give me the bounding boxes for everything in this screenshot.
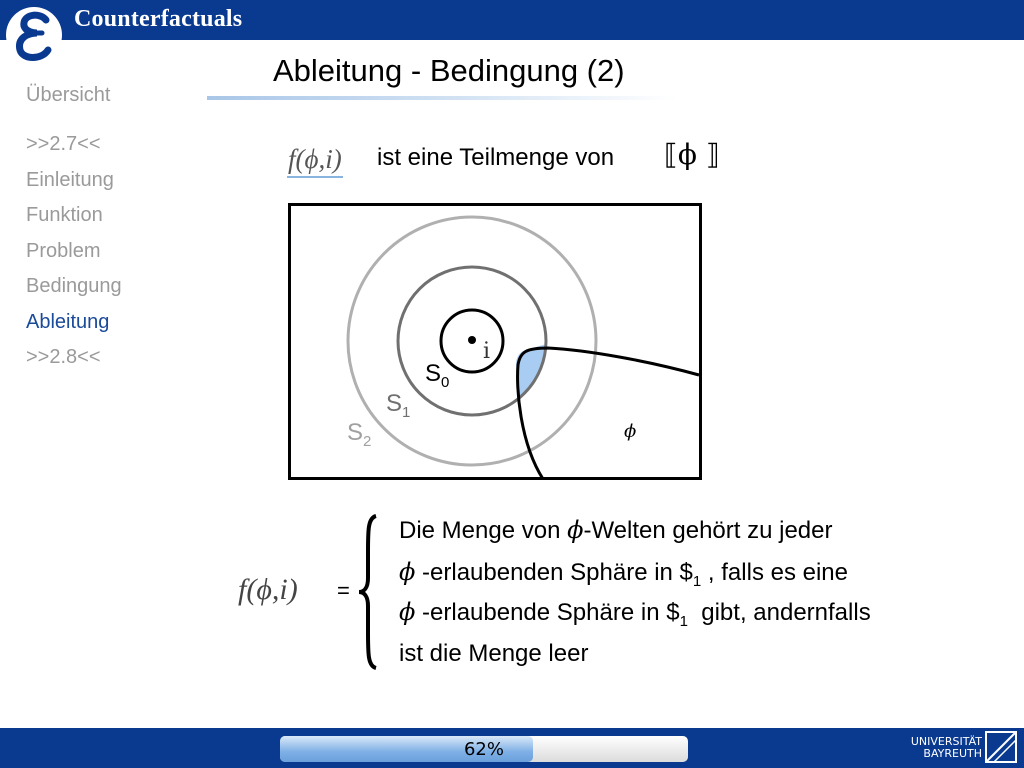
sidebar-item-2-7[interactable]: >>2.7<< [26,133,101,155]
left-brace-icon [356,512,386,672]
sphere-diagram [288,203,702,480]
world-point [468,336,476,344]
label-s0: $S_0$ [425,360,450,391]
sidebar-item-bedingung[interactable]: Bedingung [26,275,122,297]
definition-line-2: ϕ -erlaubenden Sphäre in $\$_1$ , falls es eine [399,558,848,590]
title-underline [207,96,677,100]
equals-sign: = [337,578,350,603]
university-emblem-icon [984,730,1018,764]
label-s2: $S_2$ [347,419,372,450]
epsilon-logo-icon [4,2,64,68]
sidebar-item-ableitung[interactable]: Ableitung [26,311,110,333]
slide-title: Ableitung - Bedingung (2) [273,53,625,88]
definition-formula: f(ϕ,i) [238,573,298,606]
sidebar-item-einleitung[interactable]: Einleitung [26,169,114,191]
phi-symbol: ϕ [399,558,416,586]
sidebar-item-problem[interactable]: Problem [26,240,101,262]
definition-line-3: ϕ -erlaubende Sphäre in $\$_1$ gibt, andernfalls [399,598,871,630]
label-s1: $S_1$ [386,390,411,421]
phi-symbol: ϕ [567,516,584,544]
phi-symbol: ϕ [399,598,416,626]
selection-function-formula: f(ϕ,i) [287,142,343,178]
progress-label: 62% [463,739,504,760]
university-logo-text: UNIVERSITÄT BAYREUTH [910,735,982,760]
sidebar-item-uebersicht[interactable]: Übersicht [26,84,111,106]
definition-line-4: ist die Menge leer [399,640,589,667]
phi-denotation: ⟦ϕ ⟧ [664,138,720,171]
header-title: Counterfactuals [74,6,243,32]
sidebar-item-funktion[interactable]: Funktion [26,204,103,226]
sidebar-item-2-8[interactable]: >>2.8<< [26,346,101,368]
world-label: i [483,339,491,364]
subset-statement: ist eine Teilmenge von [377,144,615,171]
header-bar [0,0,1024,40]
phi-region-label: ϕ [624,421,637,442]
definition-line-1: Die Menge von ϕ-Welten gehört zu jeder [399,516,833,544]
progress-bar[interactable] [280,736,688,762]
